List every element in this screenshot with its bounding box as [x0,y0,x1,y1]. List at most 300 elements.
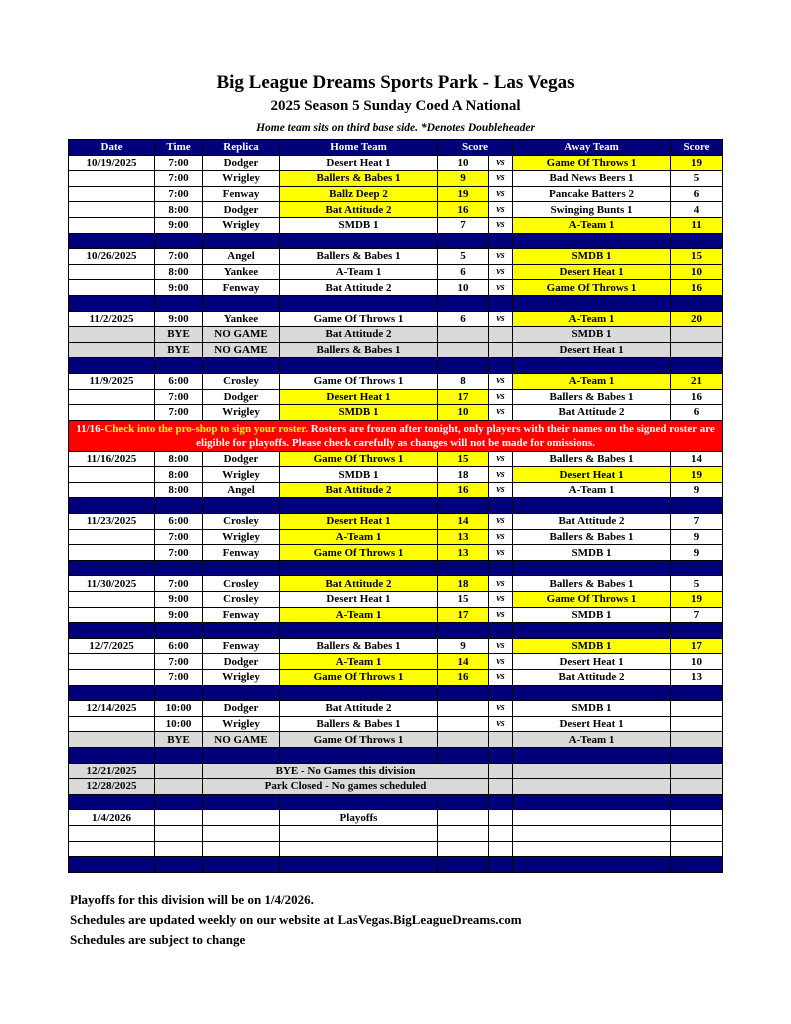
game-time: 10:00 [155,701,203,717]
game-replica: Fenway [203,607,280,623]
separator-cell [671,747,723,763]
empty-cell [69,825,155,841]
empty-cell [438,825,489,841]
home-score: 15 [438,592,489,608]
game-replica: Dodger [203,451,280,467]
home-score: 16 [438,202,489,218]
separator-cell [69,498,155,514]
separator-cell [489,747,513,763]
separator-cell [155,560,203,576]
home-team: A-Team 1 [280,607,438,623]
special-date: 12/28/2025 [69,779,155,795]
empty-cell [438,841,489,857]
game-date [69,529,155,545]
game-row [69,482,723,498]
separator-cell [438,747,489,763]
game-replica: Fenway [203,280,280,296]
notice-highlight: Check into the pro-shop to sign your roster. [104,422,309,435]
game-time: 7:00 [155,654,203,670]
roster-notice [69,420,723,451]
away-score: 14 [671,451,723,467]
game-row [69,514,723,530]
empty-cell [671,810,723,826]
game-replica: Crosley [203,592,280,608]
separator-cell [438,685,489,701]
empty-cell [203,810,280,826]
game-date [69,716,155,732]
game-row [69,311,723,327]
separator-cell [155,623,203,639]
empty-cell [671,825,723,841]
playoffs-label: Playoffs [280,810,438,826]
game-time: 8:00 [155,264,203,280]
home-team: Bat Attitude 2 [280,576,438,592]
empty-cell [513,779,671,795]
home-team: Ballers & Babes 1 [280,638,438,654]
game-time: 10:00 [155,716,203,732]
game-replica: Wrigley [203,467,280,483]
week-separator [69,358,723,374]
vs-label: vs [489,264,513,280]
home-team: Ballers & Babes 1 [280,171,438,187]
game-replica: Wrigley [203,670,280,686]
vs-label: vs [489,202,513,218]
separator-cell [671,857,723,873]
home-score: 17 [438,389,489,405]
vs-label: vs [489,638,513,654]
empty-cell [155,825,203,841]
separator-cell [489,857,513,873]
separator-cell [671,685,723,701]
empty-cell [489,825,513,841]
game-date [69,217,155,233]
home-team: SMDB 1 [280,467,438,483]
game-time: 9:00 [155,280,203,296]
game-row [69,451,723,467]
away-team: A-Team 1 [513,311,671,327]
separator-cell [203,685,280,701]
separator-cell [438,560,489,576]
vs-label: vs [489,451,513,467]
separator-cell [69,685,155,701]
separator-cell [203,560,280,576]
separator-cell [280,560,438,576]
home-team: Game Of Throws 1 [280,311,438,327]
game-date: 11/9/2025 [69,373,155,389]
game-date [69,280,155,296]
vs-label: vs [489,701,513,717]
away-team: Bat Attitude 2 [513,405,671,421]
home-score: 8 [438,373,489,389]
away-score: 10 [671,264,723,280]
game-row [69,592,723,608]
vs-label: vs [489,670,513,686]
separator-cell [671,623,723,639]
vs-label: vs [489,529,513,545]
notice-text: Rosters are frozen after tonight, only players with their names on the signed roster are eligible for playoffs. Please check carefully as changes will not be made for omissions. [196,422,715,449]
game-date [69,654,155,670]
separator-cell [280,794,438,810]
separator-cell [203,623,280,639]
game-date [69,186,155,202]
playoffs-row [69,810,723,826]
col-away-team: Away Team [513,140,671,156]
game-time: 7:00 [155,171,203,187]
empty-cell [280,841,438,857]
vs-label: vs [489,155,513,171]
home-team: A-Team 1 [280,654,438,670]
away-score: 4 [671,202,723,218]
game-row [69,405,723,421]
away-team: Desert Heat 1 [513,264,671,280]
separator-cell [69,747,155,763]
separator-cell [489,685,513,701]
game-time: 9:00 [155,592,203,608]
away-score: 20 [671,311,723,327]
game-date: 10/19/2025 [69,155,155,171]
game-row [69,202,723,218]
separator-cell [438,623,489,639]
away-score: 10 [671,654,723,670]
separator-cell [155,498,203,514]
separator-cell [280,857,438,873]
vs-label: vs [489,405,513,421]
col-time: Time [155,140,203,156]
away-team: Swinging Bunts 1 [513,202,671,218]
away-score: 17 [671,638,723,654]
home-score [438,327,489,343]
separator-cell [69,857,155,873]
separator-cell [671,233,723,249]
away-score: 19 [671,155,723,171]
game-date: 11/23/2025 [69,514,155,530]
special-date: 12/21/2025 [69,763,155,779]
game-replica: Angel [203,482,280,498]
away-team: Pancake Batters 2 [513,186,671,202]
game-row [69,654,723,670]
game-replica: Yankee [203,311,280,327]
game-date: 11/16/2025 [69,451,155,467]
separator-cell [671,794,723,810]
separator-cell [489,358,513,374]
col-date: Date [69,140,155,156]
home-team: Desert Heat 1 [280,592,438,608]
game-row [69,249,723,265]
game-replica: Wrigley [203,716,280,732]
game-row [69,732,723,748]
game-replica: Dodger [203,155,280,171]
game-date [69,264,155,280]
separator-cell [203,498,280,514]
away-team: Desert Heat 1 [513,467,671,483]
away-score: 11 [671,217,723,233]
game-time: 6:00 [155,373,203,389]
vs-label: vs [489,186,513,202]
game-time: 7:00 [155,545,203,561]
separator-cell [69,295,155,311]
game-replica: NO GAME [203,327,280,343]
separator-cell [671,295,723,311]
home-team: Desert Heat 1 [280,514,438,530]
game-row [69,467,723,483]
home-score: 17 [438,607,489,623]
special-message: Park Closed - No games scheduled [203,779,489,795]
separator-cell [203,358,280,374]
separator-cell [280,747,438,763]
vs-label: vs [489,592,513,608]
home-team: Game Of Throws 1 [280,373,438,389]
home-score: 14 [438,654,489,670]
empty-row [69,841,723,857]
game-row [69,155,723,171]
vs-label: vs [489,482,513,498]
empty-cell [438,810,489,826]
separator-cell [69,358,155,374]
game-row [69,716,723,732]
separator-cell [280,498,438,514]
separator-cell [513,295,671,311]
away-team: A-Team 1 [513,482,671,498]
home-team-note: Home team sits on third base side. *Denotes Doubleheader [256,122,535,134]
home-team: Game Of Throws 1 [280,451,438,467]
vs-label: vs [489,389,513,405]
empty-cell [203,825,280,841]
vs-label: vs [489,607,513,623]
week-separator [69,857,723,873]
empty-cell [155,763,203,779]
col-replica: Replica [203,140,280,156]
away-team: SMDB 1 [513,638,671,654]
game-replica: Dodger [203,654,280,670]
game-row [69,638,723,654]
game-replica: Crosley [203,514,280,530]
separator-cell [438,794,489,810]
game-date [69,670,155,686]
home-score: 14 [438,514,489,530]
separator-cell [69,794,155,810]
week-separator [69,623,723,639]
game-replica: Crosley [203,576,280,592]
separator-cell [513,747,671,763]
away-team: Ballers & Babes 1 [513,451,671,467]
separator-cell [438,233,489,249]
game-replica: Dodger [203,389,280,405]
empty-cell [489,841,513,857]
separator-cell [671,560,723,576]
col-home-team: Home Team [280,140,438,156]
separator-cell [513,794,671,810]
away-team: Bad News Beers 1 [513,171,671,187]
game-row [69,264,723,280]
game-date [69,592,155,608]
page-title: Big League Dreams Sports Park - Las Vegas [216,72,575,93]
empty-cell [280,825,438,841]
empty-cell [513,825,671,841]
vs-label [489,732,513,748]
vs-label: vs [489,311,513,327]
away-team: SMDB 1 [513,701,671,717]
away-score [671,342,723,358]
empty-cell [155,779,203,795]
game-time: 9:00 [155,217,203,233]
game-row [69,670,723,686]
game-date: 11/30/2025 [69,576,155,592]
game-replica: NO GAME [203,732,280,748]
empty-cell [489,779,513,795]
game-row [69,545,723,561]
away-team: Game Of Throws 1 [513,592,671,608]
away-score: 5 [671,576,723,592]
home-team: A-Team 1 [280,529,438,545]
home-score: 10 [438,155,489,171]
home-score: 19 [438,186,489,202]
home-team: Game Of Throws 1 [280,670,438,686]
game-time: 7:00 [155,670,203,686]
separator-cell [489,560,513,576]
separator-cell [155,747,203,763]
separator-cell [671,358,723,374]
game-time: BYE [155,327,203,343]
empty-cell [513,763,671,779]
home-team: Ballers & Babes 1 [280,249,438,265]
vs-label: vs [489,545,513,561]
empty-cell [489,763,513,779]
vs-label: vs [489,654,513,670]
game-time: 7:00 [155,155,203,171]
game-row [69,217,723,233]
game-row [69,186,723,202]
home-team: Bat Attitude 2 [280,482,438,498]
away-team: Bat Attitude 2 [513,670,671,686]
home-team: Bat Attitude 2 [280,202,438,218]
week-separator [69,685,723,701]
separator-cell [438,498,489,514]
away-team: SMDB 1 [513,545,671,561]
game-time: 7:00 [155,405,203,421]
home-score: 6 [438,264,489,280]
away-team: Desert Heat 1 [513,716,671,732]
home-score: 16 [438,482,489,498]
empty-row [69,825,723,841]
away-score: 9 [671,545,723,561]
vs-label: vs [489,249,513,265]
col-away-score: Score [671,140,723,156]
game-time: 8:00 [155,202,203,218]
game-replica: Crosley [203,373,280,389]
game-row [69,701,723,717]
away-team: Ballers & Babes 1 [513,389,671,405]
header-row [69,140,723,156]
game-date [69,342,155,358]
home-score: 13 [438,545,489,561]
home-score [438,701,489,717]
away-score: 7 [671,514,723,530]
game-row [69,576,723,592]
game-replica: Wrigley [203,529,280,545]
separator-cell [203,857,280,873]
game-date [69,732,155,748]
game-time: 8:00 [155,467,203,483]
empty-cell [671,763,723,779]
week-separator [69,498,723,514]
schedule-table [68,139,723,873]
separator-cell [280,685,438,701]
separator-cell [280,295,438,311]
home-team: Bat Attitude 2 [280,327,438,343]
game-time: 6:00 [155,638,203,654]
separator-cell [489,498,513,514]
away-score: 6 [671,405,723,421]
vs-label [489,342,513,358]
footer-website: Schedules are updated weekly on our website at LasVegas.BigLeagueDreams.com [70,912,522,927]
game-replica: Fenway [203,186,280,202]
separator-cell [513,498,671,514]
game-replica: Dodger [203,202,280,218]
game-time: BYE [155,732,203,748]
away-score: 21 [671,373,723,389]
away-team: A-Team 1 [513,217,671,233]
away-score: 6 [671,186,723,202]
separator-cell [489,295,513,311]
home-score: 18 [438,576,489,592]
separator-cell [155,233,203,249]
home-score: 10 [438,405,489,421]
vs-label: vs [489,373,513,389]
home-score: 9 [438,171,489,187]
notice-date: 11/16- [76,422,105,435]
game-time: 9:00 [155,607,203,623]
home-team: Game Of Throws 1 [280,732,438,748]
away-team: Game Of Throws 1 [513,280,671,296]
away-team: Desert Heat 1 [513,342,671,358]
vs-label: vs [489,280,513,296]
game-date: 10/26/2025 [69,249,155,265]
game-date [69,405,155,421]
away-team: Bat Attitude 2 [513,514,671,530]
separator-cell [155,685,203,701]
away-score: 9 [671,482,723,498]
vs-label: vs [489,716,513,732]
vs-label [489,327,513,343]
home-team: Game Of Throws 1 [280,545,438,561]
footer-disclaimer: Schedules are subject to change [70,932,246,947]
game-replica: Wrigley [203,171,280,187]
vs-label: vs [489,576,513,592]
game-row [69,327,723,343]
col-home-score: Score [438,140,513,156]
empty-cell [671,841,723,857]
empty-cell [155,841,203,857]
separator-cell [489,233,513,249]
game-date [69,202,155,218]
special-date-row [69,763,723,779]
game-replica: Dodger [203,701,280,717]
game-replica: Fenway [203,545,280,561]
game-date [69,171,155,187]
game-date [69,467,155,483]
separator-cell [203,794,280,810]
home-score: 18 [438,467,489,483]
away-team: Ballers & Babes 1 [513,576,671,592]
empty-cell [69,841,155,857]
playoffs-date: 1/4/2026 [69,810,155,826]
away-score: 5 [671,171,723,187]
game-time: 9:00 [155,311,203,327]
separator-cell [513,233,671,249]
vs-label: vs [489,217,513,233]
game-replica: Fenway [203,638,280,654]
home-team: Ballers & Babes 1 [280,342,438,358]
